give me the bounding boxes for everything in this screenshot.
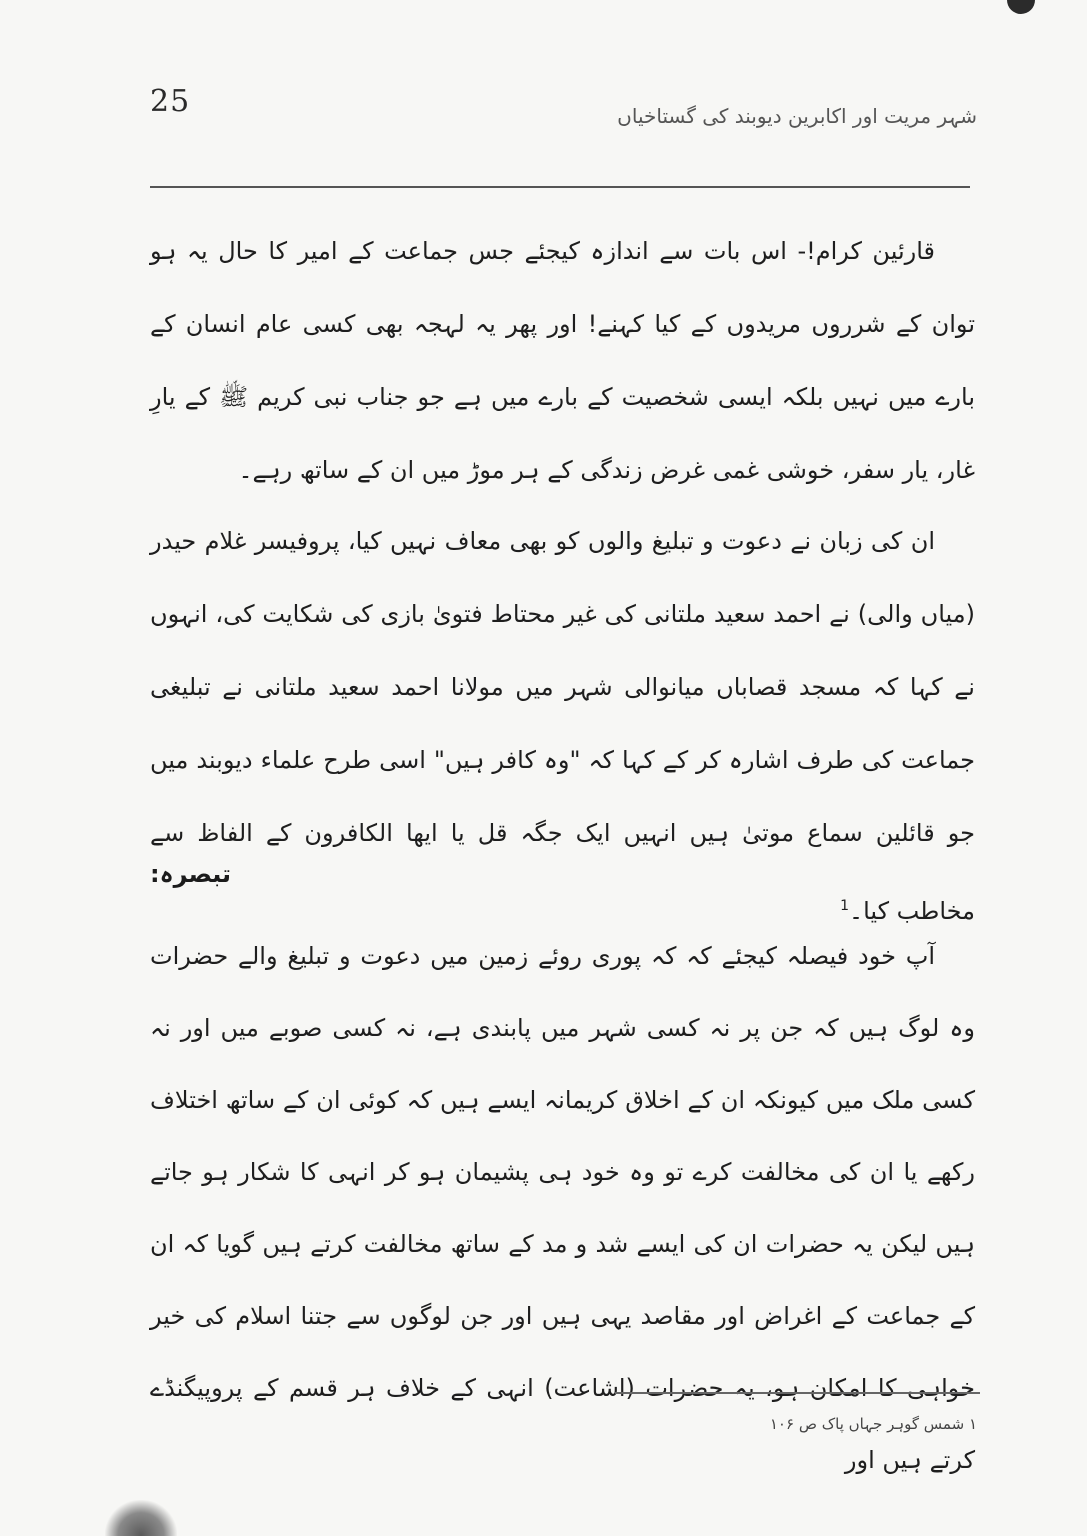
footnote-rule [615, 1392, 980, 1394]
paragraph-1 [150, 215, 975, 507]
footnote-marker: 1 [840, 898, 849, 914]
paragraph-3-text: آپ خود فیصلہ کیجئے کہ کہ پوری روئے زمین میں دعوت و تبلیغ والے حضرات وہ لوگ ہیں کہ جن پر نہ کسی شہر میں پابندی ہے، نہ کسی صوبے میں اور نہ کسی ملک میں کیونکہ ان کے اخلاق کریمانہ ایسے ہیں کہ کوئی ان کے ساتھ اختلاف رکھے یا ان کی مخالفت کرے تو وہ خود ہی پشیمان ہو کر انہی کا شکار ہو جاتے ہیں لیکن یہ حضرات ان کی ایسے شد و مد کے ساتھ مخالفت کرتے ہیں گویا کہ ان کے جماعت کے اغراض اور مقاصد یہی ہیں اور جن لوگوں سے جتنا اسلام کی خیر خواہی کا امکان ہو، یہ حضرات (اشاعت) انہی کے خلاف ہر قسم کے پروپیگنڈے کرتے ہیں اور [150, 942, 975, 1474]
paragraph-2-text: ان کی زبان نے دعوت و تبلیغ والوں کو بھی معاف نہیں کیا، پروفیسر غلام حیدر (میاں والی) نے احمد سعید ملتانی کی غیر محتاط فتویٰ بازی کی شکایت کی، انہوں نے کہا کہ مسجد قصاباں میانوالی شہر میں مولانا احمد سعید ملتانی نے تبلیغی جماعت کی طرف اشارہ کر کے کہا کہ "وہ کافر ہیں" اسی طرح علماء دیوبند میں جو قائلین سماع موتیٰ ہیں انہیں ایک جگہ قل یا ایھا الکافرون کے الفاظ سے مخاطب کیا۔ [150, 527, 975, 925]
section-heading: تبصرہ: [150, 860, 232, 888]
scan-smudge-bottom [105, 1500, 177, 1536]
paragraph-3 [150, 920, 975, 1496]
footnote: ۱ شمس گوہر جہاں پاک ص ۱۰۶ [769, 1415, 977, 1433]
header-rule [150, 186, 970, 188]
page-number: 25 [150, 84, 191, 119]
paragraph-1-text: قارئین کرام!- اس بات سے اندازہ کیجئے جس جماعت کے امیر کا حال یہ ہو توان کے شرروں مریدوں کے کیا کہنے! اور پھر یہ لہجہ بھی کسی عام انسان کے بارے میں نہیں بلکہ ایسی شخصیت کے بارے میں ہے جو جناب نبی کریم ﷺ کے یارِ غار، یار سفر، خوشی غمی غرض زندگی کے ہر موڑ میں ان کے ساتھ رہے۔ [150, 237, 975, 484]
scan-smudge-top [1007, 0, 1035, 14]
running-head: شہر مریت اور اکابرین دیوبند کی گستاخیاں [617, 104, 977, 128]
